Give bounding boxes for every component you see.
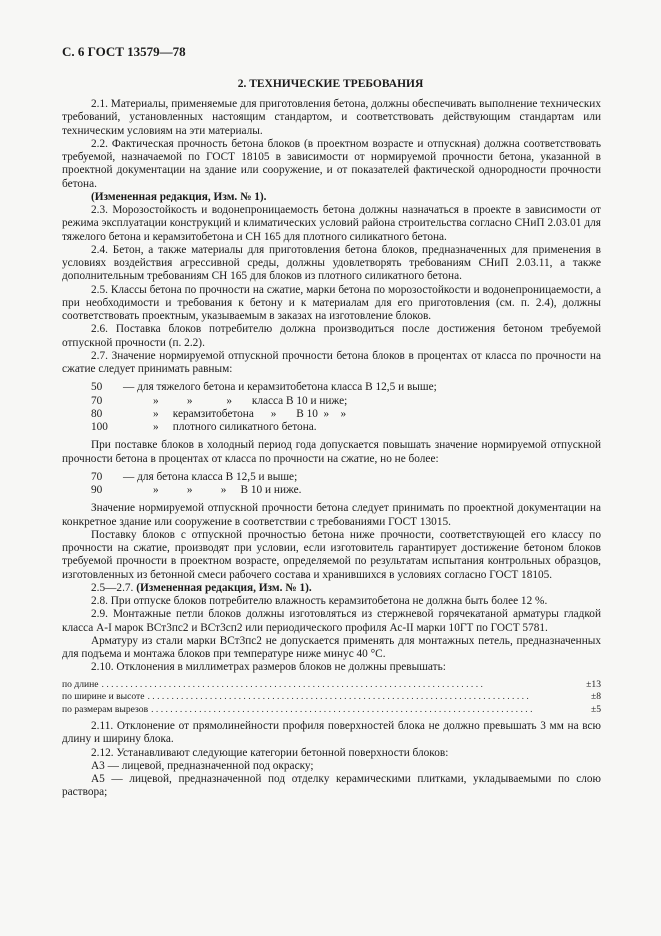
list-item [91,395,601,408]
paragraph-2-10: 2.10. Отклонения в миллиметрах размеров блоков не должны превышать: [91,661,446,674]
paragraph-supply: Поставку блоков с отпускной прочностью бетона ниже прочности, соответствующей его классу по прочности на сжатие, производят при условии, если изготовитель гарантирует достижение бетоном блоков требуемой прочности в проектном возрасте, определяемой по результатам испытания контрольных образцов, изготовленных из бетонной смеси рабочего состава и хранившихся в условиях согласно ГОСТ 18105. [62,528,601,581]
tolerance-name: по ширине и высоте [62,691,145,702]
leader-dots: . . . . . . . . . . . . . . . . . . . . . . . . . . . . . . . . . . . . . . . . . . . . . . . . . . . . . . . . . . . . . . . . . . . . . . . . . . . . . . . . [147,691,529,702]
section-title: 2. ТЕХНИЧЕСКИЕ ТРЕБОВАНИЯ [237,78,424,90]
paragraph-2-7: 2.7. Значение нормируемой отпускной прочности бетона блоков в процентах от класса по прочности на сжатие следует принимать равным: [62,349,601,375]
list-item [91,421,601,434]
list-item-text: » » » класса В 10 и ниже; [153,394,348,407]
tolerance-value: ±13 [586,678,601,690]
list-item [91,471,601,484]
list-item-number: 100 [91,421,108,433]
list-item [91,484,601,497]
paragraph-rebar: Арматуру из стали марки ВСт3пс2 не допускается применять для монтажных петель, предназначенных для подъема и монтажа блоков при температуре ниже минус 40 °С. [62,634,601,660]
paragraph-2-4: 2.4. Бетон, а также материалы для приготовления бетона блоков, предназначенных для применения в условиях воздействия агрессивной среды, должны удовлетворять требованиям СНиП 2.03.11, а также дополнительным требованиям СН 165 для блоков из плотного силикатного бетона. [62,243,601,283]
strength-list [62,381,601,434]
list-item-text: — для бетона класса В 12,5 и выше; [123,470,298,483]
list-item-text: » » » В 10 и ниже. [153,484,302,496]
paragraph-2-1: 2.1. Материалы, применяемые для приготовления бетона, должны обеспечивать выполнение технических требований, установленных настоящим стандартом, и соответствовать действующим стандартам или техническим условиям на эти материалы. [62,98,601,137]
paragraph-value: Значение нормируемой отпускной прочности бетона следует принимать по проектной документации на конкретное здание или сооружение в соответствии с требованиями ГОСТ 13015. [62,502,601,528]
tolerance-row [62,679,601,692]
list-item-text: » плотного силикатного бетона. [153,421,317,433]
list-item-number: 90 [91,484,103,496]
list-item-number: 80 [91,407,103,420]
tolerance-name: по длине [62,678,99,690]
edit-note-2 [62,582,601,595]
paragraph-2-9: 2.9. Монтажные петли блоков должны изготовляться из стержневой горячекатаной арматуры гладкой класса А-I марок ВСт3пс2 и ВСт3сп2 или периодического профиля Ас-II марки 10ГТ по ГОСТ 5781. [62,608,601,634]
paragraph-2-2: 2.2. Фактическая прочность бетона блоков (в проектном возрасте и отпускная) должна соответствовать требуемой, назначаемой по ГОСТ 18105 в зависимости от нормируемой прочности бетона, указанной в проектной документации на здание или сооружение, и от показателей фактической однородности прочности бетона. [62,137,601,190]
paragraph-2-5: 2.5. Классы бетона по прочности на сжатие, марки бетона по морозостойкости и водонепроницаемости, а при необходимости и требования к бетону и к материалам для его приготовления (см. п. 2.4), должны соответствовать проектным, указываемым в заказах на изготовление блоков. [62,283,601,322]
list-item-text: » керамзитобетона » В 10 » » [153,407,347,420]
list-item-number: 50 [91,381,103,394]
paragraph-a3: А3 — лицевой, предназначенной под окраску; [91,759,314,772]
paragraph-2-3: 2.3. Морозостойкость и водонепроницаемость бетона должны назначаться в проекте в зависимости от режима эксплуатации конструкций и климатических условий района строительства согласно СНиП 2.03.01 для тяжелого бетона и керамзитобетона и СН 165 для плотного силикатного бетона. [62,204,601,243]
paragraph-2-11: 2.11. Отклонение от прямолинейности профиля поверхностей блока не должно превышать 3 мм на всю длину и ширину блока. [62,720,601,746]
tolerance-value: ±5 [590,703,601,715]
paragraph-a5: А5 — лицевой, предназначенной под отделку керамическими плитками, укладываемыми по слою раствора; [62,773,601,799]
paragraph-winter: При поставке блоков в холодный период года допускается повышать значение нормируемой отпускной прочности бетона в процентах от класса по прочности на сжатие, но не более: [62,439,601,465]
document-body [62,98,601,800]
paragraph-2-8: 2.8. При отпуске блоков потребителю влажность керамзитобетона не должна быть более 12 %. [91,595,548,607]
tolerance-row [62,691,601,704]
leader-dots: . . . . . . . . . . . . . . . . . . . . . . . . . . . . . . . . . . . . . . . . . . . . . . . . . . . . . . . . . . . . . . . . . . . . . . . . . . . . . . . . [101,678,483,690]
tolerance-value: ±8 [590,691,601,702]
tolerance-name: по размерам вырезов [62,703,149,715]
list-item [91,381,601,394]
winter-list [62,471,601,498]
list-item [91,408,601,421]
edit-note-text: (Измененная редакция, Изм. № 1). [136,581,312,594]
edit-note-prefix: 2.5—2.7. [91,581,134,594]
paragraph-2-6: 2.6. Поставка блоков потребителю должна производиться после достижения бетоном требуемой отпускной прочности (п. 2.2). [62,323,601,349]
list-item-number: 70 [91,470,103,483]
edit-note: (Измененная редакция, Изм. № 1). [91,190,267,203]
tolerance-table [62,679,601,717]
page-header: С. 6 ГОСТ 13579—78 [62,44,186,59]
paragraph-2-12: 2.12. Устанавливают следующие категории бетонной поверхности блоков: [91,746,449,759]
list-item-text: — для тяжелого бетона и керамзитобетона класса В 12,5 и выше; [123,381,437,394]
tolerance-row [62,704,601,717]
leader-dots: . . . . . . . . . . . . . . . . . . . . . . . . . . . . . . . . . . . . . . . . . . . . . . . . . . . . . . . . . . . . . . . . . . . . . . . . . . . . . . . . [151,703,533,715]
list-item-number: 70 [91,394,103,407]
